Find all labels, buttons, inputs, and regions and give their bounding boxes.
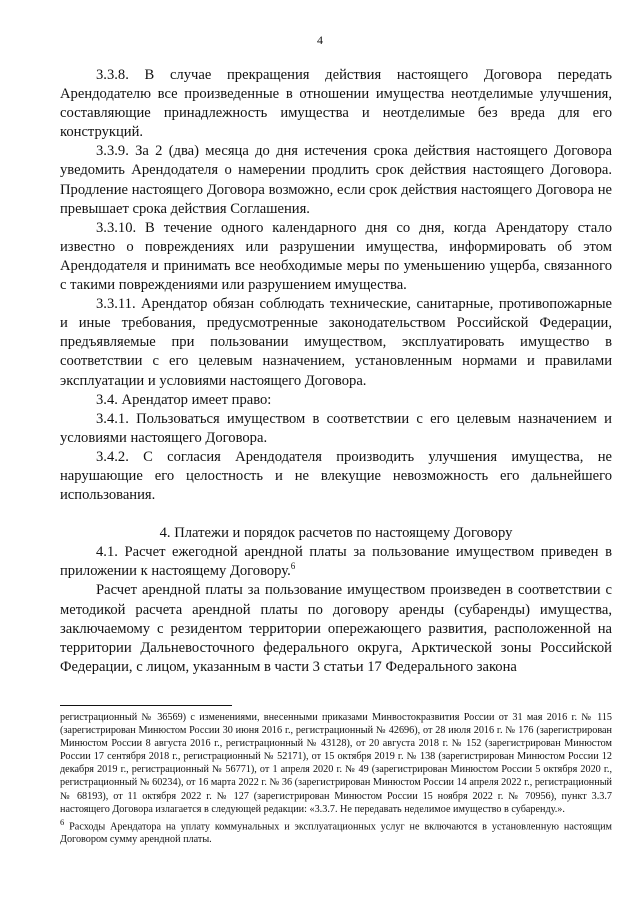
paragraph-3-4-2: 3.4.2. С согласия Арендодателя производить улучшения имущества, не нарушающие его целостность и не влекущие невозможность его дальнейшего использования. — [60, 448, 612, 504]
document-body — [60, 66, 612, 677]
footnote-6-mark: 6 — [60, 816, 65, 827]
page-number: 4 — [317, 33, 323, 47]
paragraph-3-3-11: 3.3.11. Арендатор обязан соблюдать технические, санитарные, противопожарные и иные требования, предусмотренные законодательством Российской Федерации, предъявляемые при пользовании имуществом, эксплуатировать имущество в соответствии с его целевым назначением, установленным нормами и правилами эксплуатации и условиями настоящего Договора. — [60, 296, 612, 389]
footnote-continuation: регистрационный № 36569) с изменениями, внесенными приказами Минвостокразвития России от 31 мая 2016 г. № 115 (зарегистрирован Минюстом России 30 июня 2016 г., регистрационный № 42696), от 28 июля 2016 г. № 176 (зарегистрирован Минюстом России 8 августа 2016 г., регистрационный № 43128), от 20 августа 2018 г. № 152 (зарегистрирован Минюстом России 17 сентября 2018 г., регистрационный № 52171), от 15 октября 2019 г. № 138 (зарегистрирован Минюстом России 12 декабря 2019 г., регистрационный № 56771), от 1 апреля 2020 г. № 49 (зарегистрирован Минюстом России 5 октября 2020 г., регистрационный № 60234), от 16 марта 2022 г. № 36 (зарегистрирован Минюстом России 14 апреля 2022 г., регистрационный № 68193), от 11 октября 2022 г. № 127 (зарегистрирован Минюстом России 15 ноября 2022 г. № 70956), пункт 3.3.7 настоящего Договора излагается в следующей редакции: «3.3.7. Не передавать неделимое имущество в субаренду.». — [60, 712, 612, 815]
footnote-separator — [60, 705, 232, 706]
footnote-6 — [60, 816, 612, 847]
paragraph-3-3-8: 3.3.8. В случае прекращения действия настоящего Договора передать Арендодателю все произведенные в отношении имущества неотделимые улучшения, составляющие принадлежность имущества и неотделимые без вреда для его конструкций. — [60, 67, 612, 141]
paragraph-3-3-10: 3.3.10. В течение одного календарного дня со дня, когда Арендатору стало известно о повреждениях или разрушении имущества, информировать об этом Арендодателя и принимать все необходимые меры по уменьшению ущерба, связанного с такими повреждениями или разрушением имущества. — [60, 219, 612, 294]
paragraph-4-1 — [60, 543, 612, 581]
paragraph-3-4-1: 3.4.1. Пользоваться имуществом в соответствии с его целевым назначением и условиями настоящего Договора. — [60, 410, 612, 446]
footnote-6-text: Расходы Арендатора на уплату коммунальных и эксплуатационных услуг не включаются в установленную настоящим Договором сумму арендной платы. — [60, 821, 613, 846]
footnotes — [60, 711, 612, 846]
footnote-ref-6[interactable]: 6 — [290, 561, 296, 572]
paragraph-3-4: 3.4. Арендатор имеет право: — [96, 391, 272, 408]
paragraph-4-2: Расчет арендной платы за пользование имуществом произведен в соответствии с методикой расчета арендной платы по договору аренды (субаренды) имущества, заключаемому с резидентом территории опережающего развития, расположенной на территории Дальневосточного федерального округа, Арктической зоны Российской Федерации, с лицом, указанным в части 3 статьи 17 Федерального закона — [60, 582, 612, 675]
paragraph-4-1-text: 4.1. Расчет ежегодной арендной платы за пользование имуществом приведен в приложении к настоящему Договору. — [60, 544, 612, 580]
section-heading: 4. Платежи и порядок расчетов по настоящему Договору — [159, 525, 513, 542]
paragraph-3-3-9: 3.3.9. За 2 (два) месяца до дня истечения срока действия настоящего Договора уведомить Арендодателя о намерении продлить срок действия настоящего Договора. Продление настоящего Договора возможно, если срок действия настоящего Договора не превышает срока действия Соглашения. — [60, 143, 612, 217]
